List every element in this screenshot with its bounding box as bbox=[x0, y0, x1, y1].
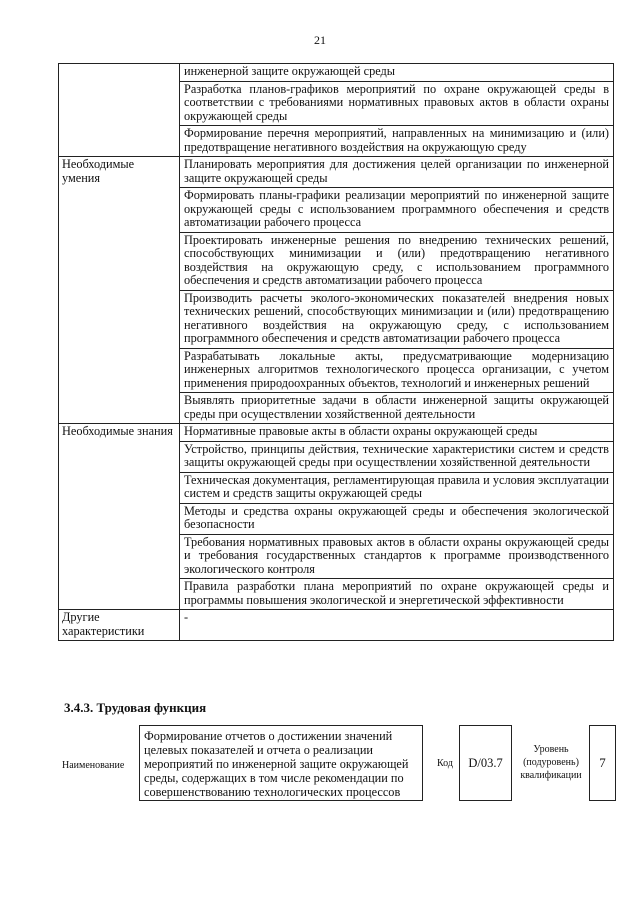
labor-function-table-body bbox=[59, 64, 614, 641]
row-label: Необходимые знания bbox=[59, 424, 180, 610]
row-item: Формирование перечня мероприятий, направленных на минимизацию и (или) предотвращение негативного воздействия на окружающую среду bbox=[180, 126, 614, 157]
row-item: Методы и средства охраны окружающей среды и обеспечения экологической безопасности bbox=[180, 503, 614, 534]
row-item: Проектировать инженерные решения по внедрению технических решений, способствующих минимизации и (или) предотвращению негативного воздействия на окружающую среду, с использованием программного обеспечения и средств автоматизации рабочего процесса bbox=[180, 232, 614, 290]
row-label: Необходимые умения bbox=[59, 157, 180, 424]
qualification-level-label: Уровень (подуровень) квалификации bbox=[520, 744, 582, 781]
page-number: 21 bbox=[314, 33, 326, 47]
row-item: Техническая документация, регламентирующая правила и условия эксплуатации систем и средств защиты окружающей среды bbox=[180, 472, 614, 503]
labor-function-table bbox=[58, 63, 614, 641]
row-item: Устройство, принципы действия, технические характеристики систем и средств защиты окружающей среды при осуществлении хозяйственной деятельности bbox=[180, 441, 614, 472]
table-row bbox=[59, 64, 614, 82]
row-item: Разработка планов-графиков мероприятий по охране окружающей среды в соответствии с требованиями нормативных правовых актов в области охраны окружающей среды bbox=[180, 81, 614, 126]
row-item: Правила разработки плана мероприятий по охране окружающей среды и программы повышения экологической и энергетической эффективности bbox=[180, 579, 614, 610]
section-heading: 3.4.3. Трудовая функция bbox=[64, 700, 207, 715]
code-label: Код bbox=[437, 758, 453, 769]
row-item: Разрабатывать локальные акты, предусматривающие модернизацию инженерных алгоритмов технологического процесса организации, с учетом применения природоохранных объектов, технологий и инженерных решений bbox=[180, 348, 614, 393]
row-item: инженерной защите окружающей среды bbox=[180, 64, 614, 82]
row-item: Планировать мероприятия для достижения целей организации по инженерной защите окружающей среды bbox=[180, 157, 614, 188]
function-code-value: D/03.7 bbox=[459, 725, 512, 801]
name-label: Наименование bbox=[62, 760, 125, 771]
table-row bbox=[59, 157, 614, 188]
table-row bbox=[59, 610, 614, 641]
row-item: Производить расчеты эколого-экономических показателей внедрения новых технических решений, способствующих минимизации и (или) предотвращению негативного воздействия на окружающую среду, с использованием программного обеспечения и средств автоматизации рабочего процесса bbox=[180, 290, 614, 348]
qualification-level-value: 7 bbox=[589, 725, 616, 801]
row-item: Формировать планы-графики реализации мероприятий по инженерной защите окружающей среды с использованием программного обеспечения и средств автоматизации рабочего процесса bbox=[180, 188, 614, 233]
row-item: - bbox=[180, 610, 614, 641]
row-item: Нормативные правовые акты в области охраны окружающей среды bbox=[180, 424, 614, 442]
function-name-value: Формирование отчетов о достижении значений целевых показателей и отчета о реализации мероприятий по инженерной защите окружающей среды, содержащих в том числе рекомендации по совершенствованию технологических процессов bbox=[139, 725, 423, 801]
row-item: Выявлять приоритетные задачи в области инженерной защиты окружающей среды при осуществлении хозяйственной деятельности bbox=[180, 393, 614, 424]
table-row bbox=[59, 424, 614, 442]
row-item: Требования нормативных правовых актов в области охраны окружающей среды и требования государственных стандартов к программе производственного экологического контроля bbox=[180, 534, 614, 579]
row-label: Другие характеристики bbox=[59, 610, 180, 641]
row-label bbox=[59, 64, 180, 157]
